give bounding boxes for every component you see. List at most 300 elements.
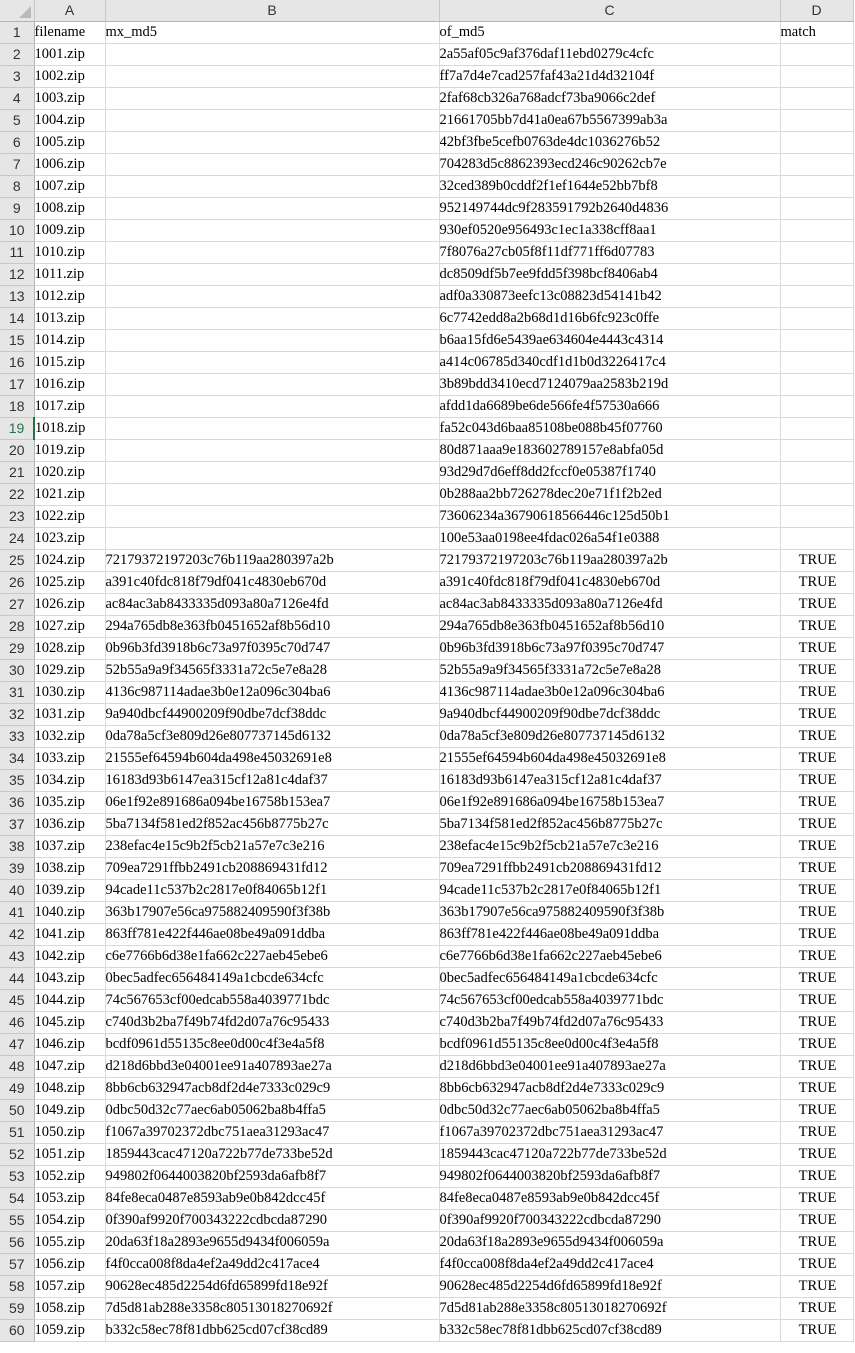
of-md5-cell[interactable]: 0f390af9920f700343222cdbcda87290 (439, 1210, 780, 1232)
filename-cell[interactable]: 1030.zip (34, 682, 105, 704)
filename-cell[interactable]: 1016.zip (34, 374, 105, 396)
row-header[interactable]: 60 (0, 1320, 34, 1342)
match-cell[interactable]: TRUE (780, 748, 853, 770)
filename-cell[interactable]: 1001.zip (34, 44, 105, 66)
of-md5-cell[interactable]: adf0a330873eefc13c08823d54141b42 (439, 286, 780, 308)
filename-cell[interactable]: 1052.zip (34, 1166, 105, 1188)
of-md5-cell[interactable]: 80d871aaa9e183602789157e8abfa05d (439, 440, 780, 462)
row-header[interactable]: 35 (0, 770, 34, 792)
match-cell[interactable] (780, 44, 853, 66)
match-cell[interactable]: TRUE (780, 1276, 853, 1298)
of-md5-cell[interactable]: 0bec5adfec656484149a1cbcde634cfc (439, 968, 780, 990)
filename-cell[interactable]: 1053.zip (34, 1188, 105, 1210)
row-header[interactable]: 27 (0, 594, 34, 616)
filename-cell[interactable]: 1022.zip (34, 506, 105, 528)
filename-cell[interactable]: 1057.zip (34, 1276, 105, 1298)
mx-md5-cell[interactable]: 863ff781e422f446ae08be49a091ddba (105, 924, 439, 946)
of-md5-cell[interactable]: c6e7766b6d38e1fa662c227aeb45ebe6 (439, 946, 780, 968)
of-md5-cell[interactable]: 42bf3fbe5cefb0763de4dc1036276b52 (439, 132, 780, 154)
filename-cell[interactable]: 1058.zip (34, 1298, 105, 1320)
of-md5-cell[interactable]: 0da78a5cf3e809d26e807737145d6132 (439, 726, 780, 748)
match-cell[interactable] (780, 242, 853, 264)
column-header-b[interactable]: B (105, 0, 439, 22)
mx-md5-cell[interactable] (105, 66, 439, 88)
match-cell[interactable] (780, 418, 853, 440)
mx-md5-cell[interactable]: 294a765db8e363fb0451652af8b56d10 (105, 616, 439, 638)
mx-md5-cell[interactable] (105, 198, 439, 220)
of-md5-cell[interactable]: 94cade11c537b2c2817e0f84065b12f1 (439, 880, 780, 902)
match-cell[interactable] (780, 264, 853, 286)
row-header[interactable]: 23 (0, 506, 34, 528)
cell-a1[interactable]: filename (34, 22, 105, 44)
of-md5-cell[interactable]: 9a940dbcf44900209f90dbe7dcf38ddc (439, 704, 780, 726)
match-cell[interactable]: TRUE (780, 858, 853, 880)
of-md5-cell[interactable]: 3b89bdd3410ecd7124079aa2583b219d (439, 374, 780, 396)
of-md5-cell[interactable]: c740d3b2ba7f49b74fd2d07a76c95433 (439, 1012, 780, 1034)
mx-md5-cell[interactable]: 949802f0644003820bf2593da6afb8f7 (105, 1166, 439, 1188)
of-md5-cell[interactable]: 21661705bb7d41a0ea67b5567399ab3a (439, 110, 780, 132)
match-cell[interactable] (780, 88, 853, 110)
mx-md5-cell[interactable]: 21555ef64594b604da498e45032691e8 (105, 748, 439, 770)
filename-cell[interactable]: 1012.zip (34, 286, 105, 308)
of-md5-cell[interactable]: 704283d5c8862393ecd246c90262cb7e (439, 154, 780, 176)
mx-md5-cell[interactable]: 0f390af9920f700343222cdbcda87290 (105, 1210, 439, 1232)
row-header[interactable]: 34 (0, 748, 34, 770)
match-cell[interactable]: TRUE (780, 550, 853, 572)
match-cell[interactable]: TRUE (780, 1232, 853, 1254)
filename-cell[interactable]: 1008.zip (34, 198, 105, 220)
mx-md5-cell[interactable] (105, 44, 439, 66)
match-cell[interactable]: TRUE (780, 1320, 853, 1342)
mx-md5-cell[interactable]: 52b55a9a9f34565f3331a72c5e7e8a28 (105, 660, 439, 682)
mx-md5-cell[interactable] (105, 528, 439, 550)
row-header[interactable]: 18 (0, 396, 34, 418)
of-md5-cell[interactable]: 1859443cac47120a722b77de733be52d (439, 1144, 780, 1166)
filename-cell[interactable]: 1045.zip (34, 1012, 105, 1034)
match-cell[interactable]: TRUE (780, 836, 853, 858)
row-header[interactable]: 33 (0, 726, 34, 748)
match-cell[interactable] (780, 66, 853, 88)
filename-cell[interactable]: 1032.zip (34, 726, 105, 748)
select-all-corner[interactable] (0, 0, 34, 22)
filename-cell[interactable]: 1033.zip (34, 748, 105, 770)
mx-md5-cell[interactable] (105, 154, 439, 176)
mx-md5-cell[interactable] (105, 286, 439, 308)
filename-cell[interactable]: 1050.zip (34, 1122, 105, 1144)
match-cell[interactable]: TRUE (780, 792, 853, 814)
filename-cell[interactable]: 1038.zip (34, 858, 105, 880)
row-header[interactable]: 29 (0, 638, 34, 660)
match-cell[interactable]: TRUE (780, 1254, 853, 1276)
match-cell[interactable]: TRUE (780, 660, 853, 682)
filename-cell[interactable]: 1048.zip (34, 1078, 105, 1100)
match-cell[interactable]: TRUE (780, 968, 853, 990)
match-cell[interactable]: TRUE (780, 1144, 853, 1166)
row-header[interactable]: 8 (0, 176, 34, 198)
row-header[interactable]: 54 (0, 1188, 34, 1210)
filename-cell[interactable]: 1051.zip (34, 1144, 105, 1166)
of-md5-cell[interactable]: 06e1f92e891686a094be16758b153ea7 (439, 792, 780, 814)
of-md5-cell[interactable]: 363b17907e56ca975882409590f3f38b (439, 902, 780, 924)
match-cell[interactable]: TRUE (780, 1210, 853, 1232)
column-header-d[interactable]: D (780, 0, 853, 22)
mx-md5-cell[interactable]: f1067a39702372dbc751aea31293ac47 (105, 1122, 439, 1144)
mx-md5-cell[interactable]: 20da63f18a2893e9655d9434f006059a (105, 1232, 439, 1254)
match-cell[interactable]: TRUE (780, 946, 853, 968)
row-header[interactable]: 6 (0, 132, 34, 154)
filename-cell[interactable]: 1002.zip (34, 66, 105, 88)
match-cell[interactable]: TRUE (780, 1122, 853, 1144)
match-cell[interactable] (780, 352, 853, 374)
mx-md5-cell[interactable] (105, 242, 439, 264)
mx-md5-cell[interactable]: 363b17907e56ca975882409590f3f38b (105, 902, 439, 924)
of-md5-cell[interactable]: ff7a7d4e7cad257faf43a21d4d32104f (439, 66, 780, 88)
of-md5-cell[interactable]: f1067a39702372dbc751aea31293ac47 (439, 1122, 780, 1144)
of-md5-cell[interactable]: a414c06785d340cdf1d1b0d3226417c4 (439, 352, 780, 374)
row-header[interactable]: 49 (0, 1078, 34, 1100)
mx-md5-cell[interactable]: 0da78a5cf3e809d26e807737145d6132 (105, 726, 439, 748)
row-header[interactable]: 13 (0, 286, 34, 308)
row-header[interactable]: 39 (0, 858, 34, 880)
mx-md5-cell[interactable] (105, 374, 439, 396)
match-cell[interactable]: TRUE (780, 902, 853, 924)
mx-md5-cell[interactable]: b332c58ec78f81dbb625cd07cf38cd89 (105, 1320, 439, 1342)
mx-md5-cell[interactable]: 7d5d81ab288e3358c80513018270692f (105, 1298, 439, 1320)
filename-cell[interactable]: 1013.zip (34, 308, 105, 330)
row-header[interactable]: 26 (0, 572, 34, 594)
row-header[interactable]: 9 (0, 198, 34, 220)
match-cell[interactable] (780, 220, 853, 242)
of-md5-cell[interactable]: 74c567653cf00edcab558a4039771bdc (439, 990, 780, 1012)
row-header[interactable]: 28 (0, 616, 34, 638)
cell-d1[interactable]: match (780, 22, 853, 44)
row-header[interactable]: 56 (0, 1232, 34, 1254)
row-header[interactable]: 17 (0, 374, 34, 396)
filename-cell[interactable]: 1021.zip (34, 484, 105, 506)
row-header[interactable]: 19 (0, 418, 34, 440)
match-cell[interactable] (780, 286, 853, 308)
row-header[interactable]: 42 (0, 924, 34, 946)
row-header[interactable]: 59 (0, 1298, 34, 1320)
mx-md5-cell[interactable]: 4136c987114adae3b0e12a096c304ba6 (105, 682, 439, 704)
of-md5-cell[interactable]: 6c7742edd8a2b68d1d16b6fc923c0ffe (439, 308, 780, 330)
mx-md5-cell[interactable] (105, 176, 439, 198)
row-header[interactable]: 30 (0, 660, 34, 682)
filename-cell[interactable]: 1056.zip (34, 1254, 105, 1276)
filename-cell[interactable]: 1009.zip (34, 220, 105, 242)
match-cell[interactable] (780, 154, 853, 176)
of-md5-cell[interactable]: fa52c043d6baa85108be088b45f07760 (439, 418, 780, 440)
match-cell[interactable] (780, 330, 853, 352)
filename-cell[interactable]: 1024.zip (34, 550, 105, 572)
mx-md5-cell[interactable]: a391c40fdc818f79df041c4830eb670d (105, 572, 439, 594)
mx-md5-cell[interactable]: d218d6bbd3e04001ee91a407893ae27a (105, 1056, 439, 1078)
of-md5-cell[interactable]: 20da63f18a2893e9655d9434f006059a (439, 1232, 780, 1254)
row-header[interactable]: 21 (0, 462, 34, 484)
filename-cell[interactable]: 1031.zip (34, 704, 105, 726)
match-cell[interactable]: TRUE (780, 572, 853, 594)
of-md5-cell[interactable]: 7d5d81ab288e3358c80513018270692f (439, 1298, 780, 1320)
filename-cell[interactable]: 1017.zip (34, 396, 105, 418)
mx-md5-cell[interactable] (105, 418, 439, 440)
mx-md5-cell[interactable] (105, 506, 439, 528)
row-header[interactable]: 48 (0, 1056, 34, 1078)
row-header[interactable]: 51 (0, 1122, 34, 1144)
mx-md5-cell[interactable] (105, 110, 439, 132)
match-cell[interactable]: TRUE (780, 814, 853, 836)
match-cell[interactable] (780, 374, 853, 396)
mx-md5-cell[interactable] (105, 88, 439, 110)
of-md5-cell[interactable]: 7f8076a27cb05f8f11df771ff6d07783 (439, 242, 780, 264)
of-md5-cell[interactable]: 93d29d7d6eff8dd2fccf0e05387f1740 (439, 462, 780, 484)
row-header[interactable]: 44 (0, 968, 34, 990)
filename-cell[interactable]: 1055.zip (34, 1232, 105, 1254)
of-md5-cell[interactable]: 0b96b3fd3918b6c73a97f0395c70d747 (439, 638, 780, 660)
of-md5-cell[interactable]: 930ef0520e956493c1ec1a338cff8aa1 (439, 220, 780, 242)
mx-md5-cell[interactable]: ac84ac3ab8433335d093a80a7126e4fd (105, 594, 439, 616)
row-header[interactable]: 40 (0, 880, 34, 902)
match-cell[interactable]: TRUE (780, 1078, 853, 1100)
of-md5-cell[interactable]: 949802f0644003820bf2593da6afb8f7 (439, 1166, 780, 1188)
filename-cell[interactable]: 1044.zip (34, 990, 105, 1012)
of-md5-cell[interactable]: 90628ec485d2254d6fd65899fd18e92f (439, 1276, 780, 1298)
row-header[interactable]: 46 (0, 1012, 34, 1034)
filename-cell[interactable]: 1041.zip (34, 924, 105, 946)
match-cell[interactable]: TRUE (780, 638, 853, 660)
row-header[interactable]: 14 (0, 308, 34, 330)
filename-cell[interactable]: 1037.zip (34, 836, 105, 858)
filename-cell[interactable]: 1043.zip (34, 968, 105, 990)
column-header-c[interactable]: C (439, 0, 780, 22)
match-cell[interactable]: TRUE (780, 990, 853, 1012)
row-header[interactable]: 47 (0, 1034, 34, 1056)
of-md5-cell[interactable]: 952149744dc9f283591792b2640d4836 (439, 198, 780, 220)
mx-md5-cell[interactable] (105, 220, 439, 242)
row-header[interactable]: 58 (0, 1276, 34, 1298)
mx-md5-cell[interactable]: 9a940dbcf44900209f90dbe7dcf38ddc (105, 704, 439, 726)
mx-md5-cell[interactable] (105, 352, 439, 374)
match-cell[interactable]: TRUE (780, 1100, 853, 1122)
match-cell[interactable] (780, 176, 853, 198)
filename-cell[interactable]: 1023.zip (34, 528, 105, 550)
match-cell[interactable]: TRUE (780, 1056, 853, 1078)
row-header[interactable]: 37 (0, 814, 34, 836)
of-md5-cell[interactable]: afdd1da6689be6de566fe4f57530a666 (439, 396, 780, 418)
match-cell[interactable]: TRUE (780, 1166, 853, 1188)
of-md5-cell[interactable]: 2faf68cb326a768adcf73ba9066c2def (439, 88, 780, 110)
mx-md5-cell[interactable]: c6e7766b6d38e1fa662c227aeb45ebe6 (105, 946, 439, 968)
of-md5-cell[interactable]: 72179372197203c76b119aa280397a2b (439, 550, 780, 572)
mx-md5-cell[interactable]: 8bb6cb632947acb8df2d4e7333c029c9 (105, 1078, 439, 1100)
match-cell[interactable]: TRUE (780, 1188, 853, 1210)
mx-md5-cell[interactable]: 74c567653cf00edcab558a4039771bdc (105, 990, 439, 1012)
mx-md5-cell[interactable]: 72179372197203c76b119aa280397a2b (105, 550, 439, 572)
filename-cell[interactable]: 1027.zip (34, 616, 105, 638)
of-md5-cell[interactable]: b332c58ec78f81dbb625cd07cf38cd89 (439, 1320, 780, 1342)
row-header[interactable]: 4 (0, 88, 34, 110)
of-md5-cell[interactable]: 2a55af05c9af376daf11ebd0279c4cfc (439, 44, 780, 66)
mx-md5-cell[interactable]: 90628ec485d2254d6fd65899fd18e92f (105, 1276, 439, 1298)
match-cell[interactable] (780, 132, 853, 154)
of-md5-cell[interactable]: bcdf0961d55135c8ee0d00c4f3e4a5f8 (439, 1034, 780, 1056)
of-md5-cell[interactable]: 863ff781e422f446ae08be49a091ddba (439, 924, 780, 946)
of-md5-cell[interactable]: 8bb6cb632947acb8df2d4e7333c029c9 (439, 1078, 780, 1100)
row-header[interactable]: 2 (0, 44, 34, 66)
row-header[interactable]: 11 (0, 242, 34, 264)
mx-md5-cell[interactable] (105, 462, 439, 484)
cell-b1[interactable]: mx_md5 (105, 22, 439, 44)
filename-cell[interactable]: 1034.zip (34, 770, 105, 792)
mx-md5-cell[interactable]: 5ba7134f581ed2f852ac456b8775b27c (105, 814, 439, 836)
of-md5-cell[interactable]: dc8509df5b7ee9fdd5f398bcf8406ab4 (439, 264, 780, 286)
filename-cell[interactable]: 1059.zip (34, 1320, 105, 1342)
row-header[interactable]: 50 (0, 1100, 34, 1122)
filename-cell[interactable]: 1006.zip (34, 154, 105, 176)
cell-c1[interactable]: of_md5 (439, 22, 780, 44)
row-header[interactable]: 7 (0, 154, 34, 176)
mx-md5-cell[interactable] (105, 308, 439, 330)
row-header[interactable]: 15 (0, 330, 34, 352)
of-md5-cell[interactable]: 52b55a9a9f34565f3331a72c5e7e8a28 (439, 660, 780, 682)
row-header[interactable]: 25 (0, 550, 34, 572)
row-header[interactable]: 12 (0, 264, 34, 286)
of-md5-cell[interactable]: 16183d93b6147ea315cf12a81c4daf37 (439, 770, 780, 792)
of-md5-cell[interactable]: 21555ef64594b604da498e45032691e8 (439, 748, 780, 770)
match-cell[interactable] (780, 506, 853, 528)
of-md5-cell[interactable]: 4136c987114adae3b0e12a096c304ba6 (439, 682, 780, 704)
row-header[interactable]: 53 (0, 1166, 34, 1188)
filename-cell[interactable]: 1040.zip (34, 902, 105, 924)
mx-md5-cell[interactable]: 709ea7291ffbb2491cb208869431fd12 (105, 858, 439, 880)
match-cell[interactable] (780, 462, 853, 484)
of-md5-cell[interactable]: a391c40fdc818f79df041c4830eb670d (439, 572, 780, 594)
column-header-a[interactable]: A (34, 0, 105, 22)
filename-cell[interactable]: 1026.zip (34, 594, 105, 616)
mx-md5-cell[interactable]: f4f0cca008f8da4ef2a49dd2c417ace4 (105, 1254, 439, 1276)
row-header[interactable]: 45 (0, 990, 34, 1012)
of-md5-cell[interactable]: 84fe8eca0487e8593ab9e0b842dcc45f (439, 1188, 780, 1210)
match-cell[interactable] (780, 110, 853, 132)
filename-cell[interactable]: 1007.zip (34, 176, 105, 198)
mx-md5-cell[interactable]: 0dbc50d32c77aec6ab05062ba8b4ffa5 (105, 1100, 439, 1122)
mx-md5-cell[interactable] (105, 330, 439, 352)
of-md5-cell[interactable]: 238efac4e15c9b2f5cb21a57e7c3e216 (439, 836, 780, 858)
match-cell[interactable]: TRUE (780, 594, 853, 616)
row-header[interactable]: 38 (0, 836, 34, 858)
row-header[interactable]: 1 (0, 22, 34, 44)
filename-cell[interactable]: 1025.zip (34, 572, 105, 594)
mx-md5-cell[interactable]: 06e1f92e891686a094be16758b153ea7 (105, 792, 439, 814)
row-header[interactable]: 5 (0, 110, 34, 132)
of-md5-cell[interactable]: 709ea7291ffbb2491cb208869431fd12 (439, 858, 780, 880)
filename-cell[interactable]: 1046.zip (34, 1034, 105, 1056)
mx-md5-cell[interactable] (105, 484, 439, 506)
match-cell[interactable]: TRUE (780, 704, 853, 726)
filename-cell[interactable]: 1028.zip (34, 638, 105, 660)
match-cell[interactable]: TRUE (780, 726, 853, 748)
filename-cell[interactable]: 1029.zip (34, 660, 105, 682)
match-cell[interactable] (780, 396, 853, 418)
row-header[interactable]: 43 (0, 946, 34, 968)
of-md5-cell[interactable]: ac84ac3ab8433335d093a80a7126e4fd (439, 594, 780, 616)
filename-cell[interactable]: 1011.zip (34, 264, 105, 286)
mx-md5-cell[interactable]: 16183d93b6147ea315cf12a81c4daf37 (105, 770, 439, 792)
row-header[interactable]: 3 (0, 66, 34, 88)
filename-cell[interactable]: 1018.zip (34, 418, 105, 440)
match-cell[interactable]: TRUE (780, 1012, 853, 1034)
row-header[interactable]: 22 (0, 484, 34, 506)
row-header[interactable]: 36 (0, 792, 34, 814)
of-md5-cell[interactable]: 294a765db8e363fb0451652af8b56d10 (439, 616, 780, 638)
filename-cell[interactable]: 1010.zip (34, 242, 105, 264)
of-md5-cell[interactable]: 100e53aa0198ee4fdac026a54f1e0388 (439, 528, 780, 550)
mx-md5-cell[interactable]: 1859443cac47120a722b77de733be52d (105, 1144, 439, 1166)
of-md5-cell[interactable]: f4f0cca008f8da4ef2a49dd2c417ace4 (439, 1254, 780, 1276)
of-md5-cell[interactable]: 73606234a36790618566446c125d50b1 (439, 506, 780, 528)
match-cell[interactable]: TRUE (780, 880, 853, 902)
match-cell[interactable] (780, 440, 853, 462)
mx-md5-cell[interactable]: 94cade11c537b2c2817e0f84065b12f1 (105, 880, 439, 902)
row-header[interactable]: 32 (0, 704, 34, 726)
mx-md5-cell[interactable] (105, 440, 439, 462)
of-md5-cell[interactable]: 0b288aa2bb726278dec20e71f1f2b2ed (439, 484, 780, 506)
mx-md5-cell[interactable] (105, 132, 439, 154)
mx-md5-cell[interactable]: bcdf0961d55135c8ee0d00c4f3e4a5f8 (105, 1034, 439, 1056)
match-cell[interactable]: TRUE (780, 1034, 853, 1056)
match-cell[interactable]: TRUE (780, 1298, 853, 1320)
row-header[interactable]: 16 (0, 352, 34, 374)
row-header[interactable]: 31 (0, 682, 34, 704)
filename-cell[interactable]: 1035.zip (34, 792, 105, 814)
filename-cell[interactable]: 1020.zip (34, 462, 105, 484)
row-header[interactable]: 24 (0, 528, 34, 550)
row-header[interactable]: 57 (0, 1254, 34, 1276)
match-cell[interactable]: TRUE (780, 616, 853, 638)
match-cell[interactable]: TRUE (780, 924, 853, 946)
row-header[interactable]: 41 (0, 902, 34, 924)
filename-cell[interactable]: 1049.zip (34, 1100, 105, 1122)
mx-md5-cell[interactable]: c740d3b2ba7f49b74fd2d07a76c95433 (105, 1012, 439, 1034)
filename-cell[interactable]: 1015.zip (34, 352, 105, 374)
match-cell[interactable]: TRUE (780, 682, 853, 704)
filename-cell[interactable]: 1054.zip (34, 1210, 105, 1232)
row-header[interactable]: 20 (0, 440, 34, 462)
mx-md5-cell[interactable]: 0b96b3fd3918b6c73a97f0395c70d747 (105, 638, 439, 660)
row-header[interactable]: 10 (0, 220, 34, 242)
mx-md5-cell[interactable]: 238efac4e15c9b2f5cb21a57e7c3e216 (105, 836, 439, 858)
filename-cell[interactable]: 1042.zip (34, 946, 105, 968)
filename-cell[interactable]: 1047.zip (34, 1056, 105, 1078)
match-cell[interactable] (780, 484, 853, 506)
match-cell[interactable] (780, 308, 853, 330)
mx-md5-cell[interactable] (105, 264, 439, 286)
filename-cell[interactable]: 1036.zip (34, 814, 105, 836)
row-header[interactable]: 55 (0, 1210, 34, 1232)
of-md5-cell[interactable]: b6aa15fd6e5439ae634604e4443c4314 (439, 330, 780, 352)
of-md5-cell[interactable]: 0dbc50d32c77aec6ab05062ba8b4ffa5 (439, 1100, 780, 1122)
mx-md5-cell[interactable] (105, 396, 439, 418)
match-cell[interactable] (780, 198, 853, 220)
filename-cell[interactable]: 1005.zip (34, 132, 105, 154)
filename-cell[interactable]: 1004.zip (34, 110, 105, 132)
filename-cell[interactable]: 1039.zip (34, 880, 105, 902)
of-md5-cell[interactable]: d218d6bbd3e04001ee91a407893ae27a (439, 1056, 780, 1078)
match-cell[interactable] (780, 528, 853, 550)
of-md5-cell[interactable]: 5ba7134f581ed2f852ac456b8775b27c (439, 814, 780, 836)
filename-cell[interactable]: 1003.zip (34, 88, 105, 110)
of-md5-cell[interactable]: 32ced389b0cddf2f1ef1644e52bb7bf8 (439, 176, 780, 198)
row-header[interactable]: 52 (0, 1144, 34, 1166)
